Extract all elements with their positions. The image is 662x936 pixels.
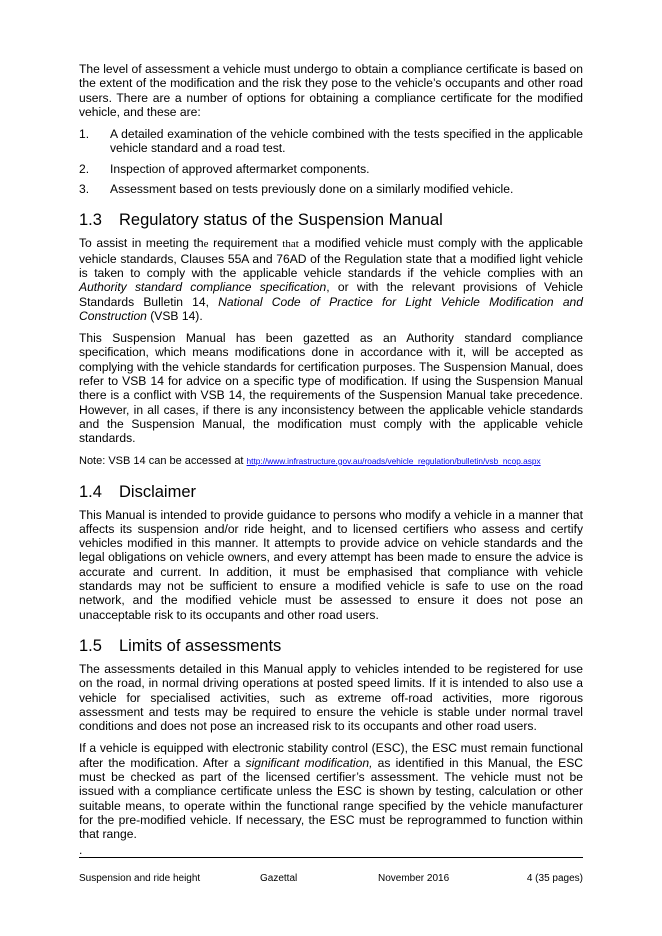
regulatory-status-paragraph-1: To assist in meeting the requirement that a modified vehicle must comply with the applicable vehicle standards, Clauses 55A and 76AD of the Regulation state that a modified light vehicle is taken to comply with the applicable vehicle standards if the vehicle complies with an Authority standard compliance specification, or with the relevant provisions of Vehicle Standards Bulletin 14, National Code of Practice for Light Vehicle Modification and Construction (VSB 14). — [79, 236, 583, 323]
section-heading-1-4: 1.4 Disclaimer — [79, 482, 197, 501]
document-page — [79, 62, 583, 858]
footer-date: November 2016 — [378, 873, 450, 884]
list-item: 2. Inspection of approved aftermarket components. — [79, 161, 370, 176]
footer-page-number: 4 (35 pages) — [526, 873, 583, 884]
vsb14-note: Note: VSB 14 can be accessed at http://www.infrastructure.gov.au/roads/vehicle_regulation/bulletin/vsb_ncop.aspx — [79, 454, 541, 467]
assessment-options-list — [79, 127, 583, 196]
disclaimer-paragraph: This Manual is intended to provide guidance to persons who modify a vehicle in a manner that affects its suspension and/or ride height, and to licensed certifiers who assess and certify vehicles modified in this manner. It attempts to provide advice on vehicle standards and the legal obligations on vehicle owners, and every attempt has been made to ensure the advice is accurate and current. In addition, it must be emphasised that compliance with vehicle standards may not be sufficient to ensure a modified vehicle is safe to use on the road network, and the modified vehicle must be assessed to ensure it does not pose an unacceptable risk to its occupants and other road users. — [79, 507, 583, 622]
vsb14-link[interactable]: http://www.infrastructure.gov.au/roads/vehicle_regulation/bulletin/vsb_ncop.aspx — [246, 455, 541, 466]
list-item: 1. A detailed examination of the vehicle combined with the tests specified in the applicable vehicle standard and a road test. — [79, 127, 583, 156]
list-item: 3. Assessment based on tests previously done on a similarly modified vehicle. — [79, 182, 514, 197]
trailing-period: . — [79, 843, 83, 858]
footer-status: Gazettal — [260, 873, 298, 884]
intro-paragraph: The level of assessment a vehicle must undergo to obtain a compliance certificate is based on the extent of the modification and the risk they pose to the vehicle’s occupants and other road users. There are a number of options for obtaining a compliance certificate for the modified vehicle, and these are: — [79, 62, 583, 119]
footer-title: Suspension and ride height — [79, 873, 201, 884]
limits-paragraph-1: The assessments detailed in this Manual apply to vehicles intended to be registered for use on the road, in normal driving operations at posted speed limits. If it is intended to also use a vehicle for specialised activities, such as extreme off-road activities, more rigorous assessment and tests may be required to ensure the vehicle is stable under normal travel conditions and does not pose an increased risk to its occupants and other road users. — [79, 661, 583, 734]
page-footer — [79, 857, 583, 884]
section-heading-1-3: 1.3 Regulatory status of the Suspension Manual — [79, 211, 443, 230]
regulatory-status-paragraph-2: This Suspension Manual has been gazetted as an Authority standard compliance specification, which means modifications done in accordance with it, will be accepted as complying with the vehicle standards for certification purposes. The Suspension Manual, does refer to VSB 14 for advice on a specific type of modification. If using the Suspension Manual there is a conflict with VSB 14, the requirements of the Suspension Manual take precedence. However, in all cases, if there is any inconsistency between the applicable vehicle standards and the Suspension Manual, the modification must comply with the applicable vehicle standards. — [79, 331, 583, 446]
section-heading-1-5: 1.5 Limits of assessments — [79, 636, 282, 655]
limits-paragraph-2: If a vehicle is equipped with electronic stability control (ESC), the ESC must remain functional after the modification. After a significant modification, as identified in this Manual, the ESC must be checked as part of the licensed certifier’s assessment. The vehicle must not be issued with a compliance certificate unless the ESC is shown by testing, calculation or other suitable means, to operate within the functional range specified by the vehicle manufacturer for the pre-modified vehicle. If necessary, the ESC must be reprogrammed to function within that range. — [79, 741, 584, 842]
